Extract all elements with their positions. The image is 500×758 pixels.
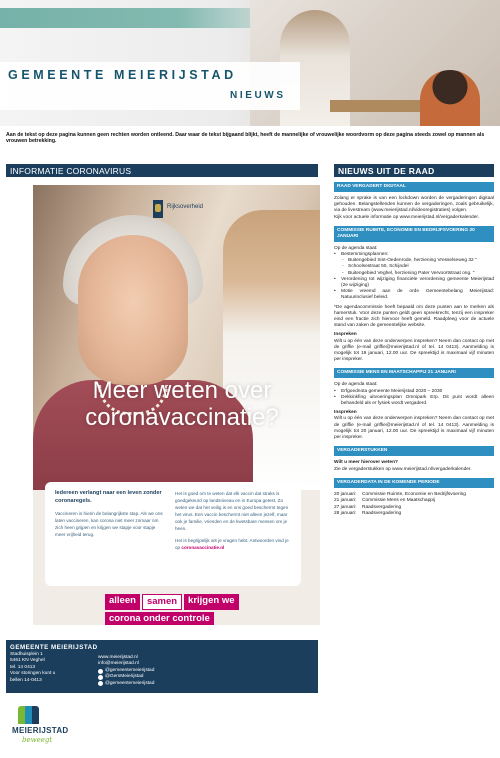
meeting-date-row: 21 januari: Commissie Mens en Maatschappij <box>334 498 436 504</box>
contact-footer <box>6 640 318 693</box>
section-heading-label: INFORMATIE CORONAVIRUS <box>10 166 132 176</box>
agenda-item: • Bestemmingsplannen: <box>334 252 494 258</box>
vaccination-link[interactable]: coronavaccinatie.nl <box>181 545 225 550</box>
poster-photo-face <box>78 235 188 385</box>
address-line: tel. 14 0413 <box>10 664 36 670</box>
news-section-title: COMMISSIE MENS EN MAATSCHAPPIJ 21 JANUARI <box>334 368 494 378</box>
header-photo-desk <box>330 100 420 112</box>
header-photo-person <box>420 70 480 126</box>
news-section-title: COMMISSIE RUIMTE, ECONOMIE EN BEDRIJFSVOERING 20 JANUARI <box>334 226 494 242</box>
logo-tagline: beweegt <box>22 736 53 744</box>
news-section <box>334 226 494 364</box>
news-section <box>334 446 494 472</box>
slogan-word: corona onder controle <box>105 612 214 625</box>
slogan <box>105 594 255 625</box>
facebook-icon <box>98 669 103 674</box>
vergaderstukken-question: Wilt u meer hierover weten? <box>334 460 398 466</box>
header-banner <box>0 0 500 126</box>
inspreken-text: Wilt u op één van deze onderwerpen inspreken? Neem dan contact op met de griffie (e-mail griffie@meierijstad.nl of tel. 14 0413). Aanmelding is mogelijk tot 19 januari, 12.00 uur. De spreektijd is maximaal vijf minuten per inspreker. <box>334 338 494 363</box>
agenda-intro: Op de agenda staat: <box>334 245 378 251</box>
agenda-subitem: - Buitengebied Veghel, herziening Pater Vervoortstraat ong. " <box>334 271 494 277</box>
meeting-date-row: 28 januari: Raadsvergadering <box>334 511 402 517</box>
inspreken-heading: Inspreken <box>334 410 357 416</box>
instagram-icon <box>98 681 103 686</box>
news-section-title: VERGADERDATA IN DE KOMENDE PERIODE <box>334 478 494 488</box>
poster-info-card <box>45 482 301 586</box>
address-block <box>10 644 98 684</box>
email-link[interactable]: info@meierijstad.nl <box>98 661 139 667</box>
poster-headline: Meer weten over coronavaccinatie? <box>85 377 279 431</box>
twitter-link[interactable]: @GemMeierijstad <box>98 674 154 680</box>
news-paragraph: Kijk voor actuele informatie op www.meierijstad.nl/vergaderkalender. <box>334 214 480 220</box>
card-left-column <box>55 490 167 543</box>
agenda-item: • Erfgoednota gemeente Meierijstad 2020 – 2030 <box>334 389 494 395</box>
news-section <box>334 182 494 221</box>
slogan-word: krijgen we <box>184 594 238 610</box>
page-title: GEMEENTE MEIERIJSTAD <box>8 68 237 82</box>
address-line: 5461 KN Veghel <box>10 658 45 664</box>
page-subtitle: NIEUWS <box>230 90 286 101</box>
news-section-title: RAAD VERGADERT DIGITAAL <box>334 182 494 192</box>
news-section <box>334 368 494 441</box>
disclaimer-text: Aan de tekst op deze pagina kunnen geen rechten worden ontleend. Daar waar de tekst bijgaand blijkt, heeft de mannelijke of vrouwelijke woordvorm op deze pagina steeds zowel op mannen als vrouwen betrekking. <box>6 132 485 144</box>
rijksoverheid-label: Rijksoverheid <box>167 204 204 210</box>
meeting-date-row: 27 januari: Raadsvergadering <box>334 504 402 510</box>
footer-heading: GEMEENTE MEIERIJSTAD <box>10 644 98 651</box>
news-paragraph: Zolang er sprake is van een lockdown worden de vergaderingen digitaal gehouden. Belangstellenden kunnen de vergaderingen, zoals gebruikelijk, via de livestream (www.meierijstad.nl/videoregistraties) volgen. <box>334 196 494 214</box>
website-link[interactable]: www.meierijstad.nl <box>98 655 138 660</box>
logo-name: MEIERIJSTAD <box>12 726 69 735</box>
card-paragraph: Vaccineren is hierin de belangrijkste stap. Als we ons laten vaccineren, kan corona niet meer zomaar om zich heen grijpen en krijgen we stapje voor stapje meer vrijheid terug. <box>55 511 163 537</box>
council-news-column <box>334 164 494 518</box>
address-line: Stadhuisplein 1 <box>10 652 43 657</box>
agenda-subitem: - Schoolsestraat 50, Schijndel <box>334 264 494 270</box>
agenda-item: • Motie vreemd aan de orde Gemeentebelang Meierijstad: Natuurinclusief beleid. <box>334 289 494 301</box>
agenda-item: • Verordening tot wijziging financiële verordening gemeente Meierijstad (2e wijziging) <box>334 277 494 289</box>
card-lead: Iedereen verlangt naar een leven zonder coronaregels. <box>55 490 162 504</box>
logo-mark-icon <box>18 704 40 724</box>
agenda-subitem: - Buitengebied Sint-Oedenrode, herziening Vresselseweg 32 " <box>334 258 494 264</box>
inspreken-heading: Inspreken <box>334 332 357 338</box>
agenda-note: *De agendacommissie heeft bepaald om deze punten aan te merken als hamerstuk. Voor deze punten geldt geen spreekrecht, tenzij een inspreker eind een fractie zich hiervoor heeft gemeld. Raadpleeg voor de actuele stand van zaken de gemeentelijke website. <box>334 304 494 329</box>
agenda-intro: Op de agenda staat: <box>334 382 378 388</box>
news-section-title: VERGADERSTUKKEN <box>334 446 494 456</box>
card-paragraph: Het is begrijpelijk als je vragen hebt. Antwoorden vind je op coronavaccinatie.nl <box>175 538 289 550</box>
instagram-link[interactable]: @gemeentemeierijstad <box>98 681 154 687</box>
section-heading-corona <box>6 164 318 177</box>
news-section <box>334 478 494 518</box>
meeting-date-row: 20 januari: Commissie Ruimte, Economie en Bedrijfsvoering <box>334 491 466 497</box>
agenda-item: • Dekkinkfing uitvoeringsplan Omnipark Erp. Dit punt wordt alleen behandeld als er fysiek wordt vergaderd. <box>334 395 494 407</box>
section-heading-council: NIEUWS UIT DE RAAD <box>334 164 494 177</box>
inspreken-text: Wilt u op één van deze onderwerpen inspreken? Neem dan contact op met de griffie (e-mail griffie@meierijstad.nl of tel. 14 0413). Aanmelding is mogelijk tot 20 januari, 12.00 uur. De spreektijd is maximaal vijf minuten per inspreker. <box>334 416 494 441</box>
address-line: bellen 14-0413 <box>10 677 42 683</box>
twitter-icon <box>98 675 103 680</box>
vergaderstukken-text: Zie de vergaderstukken op www.meierijstad.nl/vergaderkalender. <box>334 466 472 472</box>
corona-poster <box>33 185 320 625</box>
card-paragraph: Het is goed om te weten dat elk vaccin dat straks is goedgekeurd op landsniveau en in Europa getest. Zo weten we dat het veilig is en ons goed beschermt tegen het virus. Een vaccin beschermt niet alleen jezelf, maar ook je familie, vrienden en de kwetsbare mensen om je heen. <box>175 491 289 531</box>
address-line: Voor storingen kunt u <box>10 671 56 677</box>
facebook-link[interactable]: @gemeentemeierijstad <box>98 668 154 674</box>
card-right-column <box>175 490 295 556</box>
rijksoverheid-logo-icon <box>153 200 163 218</box>
slogan-word: samen <box>142 594 182 610</box>
slogan-word: alleen <box>105 594 140 610</box>
meierijstad-logo <box>12 704 82 754</box>
contact-links <box>98 655 154 687</box>
